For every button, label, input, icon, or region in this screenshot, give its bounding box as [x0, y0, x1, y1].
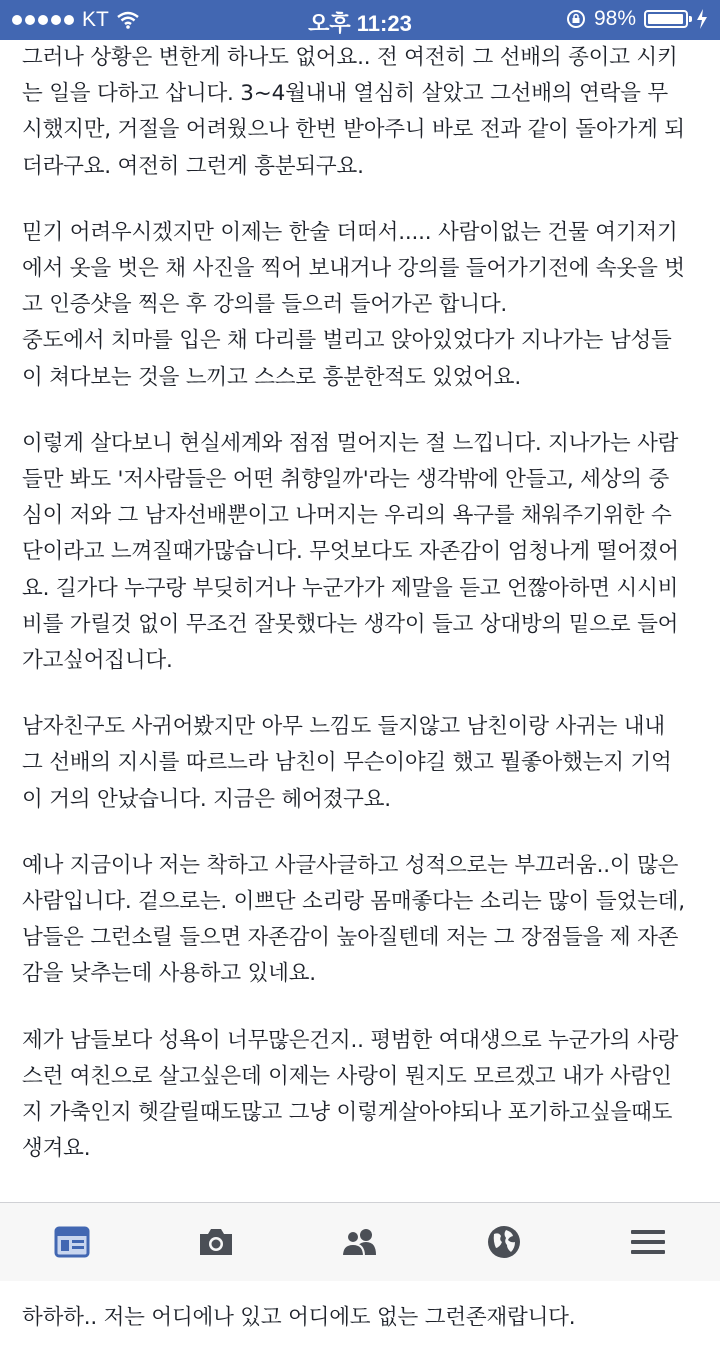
- news-feed-icon: [54, 1226, 90, 1258]
- post-paragraph: 남자친구도 사귀어봤지만 아무 느낌도 들지않고 남친이랑 사귀는 내내 그 선배의 지시를 따르느라 남친이 무슨이야길 했고 뭘좋아했는지 기억 이 거의 안났습니다. 지금은 헤어졌구요.: [22, 714, 672, 812]
- globe-icon: [486, 1224, 522, 1260]
- charging-icon: [696, 9, 708, 29]
- menu-icon: [629, 1227, 667, 1257]
- post-paragraph: 그러나 상황은 변한게 하나도 없어요.. 전 여전히 그 선배의 종이고 시키 는 일을 다하고 삽니다. 3~4월내내 열심히 살았고 그선배의 연락을 무 시했지만, 거절을 어려웠으나 한번 받아주니 바로 전과 같이 돌아가게 되 더라구요. 여전히 그런게 흥분되구요.: [22, 45, 685, 179]
- rotation-lock-icon: [566, 9, 586, 29]
- post-paragraph: 제가 남들보다 성욕이 너무많은건지.. 평범한 여대생으로 누군가의 사랑 스런 여친으로 살고싶은데 이제는 사랑이 뭔지도 모르겠고 내가 사람인 지 가축인지 헷갈릴때도많고 그냥 이렇게살아야되나 포기하고싶을때도 생겨요.: [22, 1027, 679, 1162]
- clock: 오후 11:23: [308, 11, 412, 36]
- status-bar: [0, 0, 720, 40]
- tab-menu[interactable]: [608, 1212, 688, 1272]
- tab-notifications[interactable]: [464, 1212, 544, 1272]
- friends-icon: [340, 1227, 380, 1257]
- battery-percent: 98%: [593, 7, 636, 30]
- battery-fill: [648, 14, 683, 24]
- post-paragraph: 믿기 어려우시겠지만 이제는 한술 더떠서..... 사람이없는 건물 여기저기 에서 옷을 벗은 채 사진을 찍어 보내거나 강의를 들어가기전에 속옷을 벗 고 인증샷을 찍은 후 강의를 들으러 들어가곤 합니다. 중도에서 치마를 입은 채 다리를 벌리고 앉아있었다가 지나가는 남성들 이 쳐다보는 것을 느끼고 스스로 흥분한적도 있었어요.: [22, 219, 685, 390]
- post-paragraph: 예나 지금이나 저는 착하고 사글사글하고 성적으로는 부끄러움..이 많은 사람입니다. 겉으로는. 이쁘단 소리랑 몸매좋다는 소리는 많이 들었는데, 남들은 그런소릴 들으면 자존감이 높아질텐데 저는 그 장점들을 제 자존 감을 낮추는데 사용하고 있네요.: [22, 852, 685, 987]
- bottom-tab-bar: [0, 1202, 720, 1281]
- tab-news-feed[interactable]: [32, 1212, 112, 1272]
- camera-icon: [197, 1227, 235, 1257]
- post-paragraph: 하하하.. 저는 어디에나 있고 어디에도 없는 그런존재랍니다.: [22, 1304, 576, 1330]
- system-status: [566, 7, 708, 31]
- post-body: [22, 40, 706, 1366]
- carrier-name: KT: [82, 8, 109, 31]
- battery-icon: [644, 10, 688, 28]
- tab-camera[interactable]: [176, 1212, 256, 1272]
- post-paragraph: 이렇게 살다보니 현실세계와 점점 멀어지는 절 느낍니다. 지나가는 사람 들만 봐도 '저사람들은 어떤 취향일까'라는 생각밖에 안들고, 세상의 중 심이 저와 그 남자선배뿐이고 나머지는 우리의 욕구를 채워주기위한 수 단이라고 느껴질때가많습니다. 무엇보다도 자존감이 엄청나게 떨어졌어 요. 길가다 누구랑 부딪히거나 누군가가 제말을 듣고 언짢아하면 시시비 비를 가릴것 없이 무조건 잘못했다는 생각이 들고 상대방의 밑으로 들어 가고싶어집니다.: [22, 430, 679, 674]
- tab-friends[interactable]: [320, 1212, 400, 1272]
